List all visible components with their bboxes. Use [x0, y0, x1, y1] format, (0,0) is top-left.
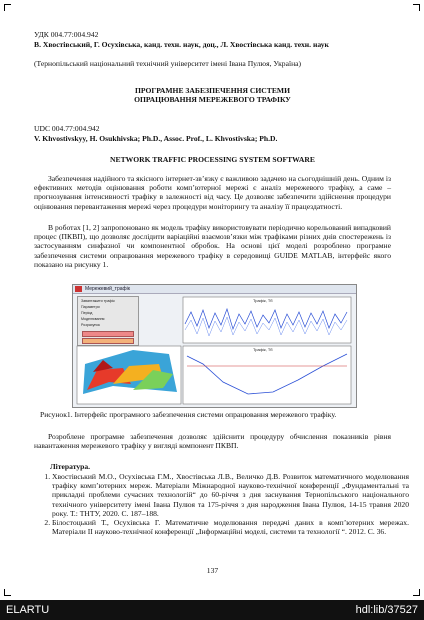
authors-ua: В. Хвостівський, Г. Осухівська, канд. техн. наук, доц., Л. Хвостівська канд. техн. наук [34, 40, 329, 49]
figure-caption: Рисунок1. Інтерфейс програмного забезпечення системи опрацювання мережевого трафіку. [40, 410, 337, 419]
paragraph-3: Розроблене програмне забезпечення дозволяє здійснити процедуру обчислення показників рівня навантаження мережевого трафіку у вигляді компонент ПКВП. [34, 432, 391, 451]
repository-footer [0, 600, 424, 620]
figure-screenshot [72, 284, 357, 408]
matlab-app-icon [75, 286, 82, 292]
panel-row: Параметри [81, 305, 100, 309]
authors-en: V. Khvostivskyy, H. Osukhivska; Ph.D., Assoc. Prof., L. Khvostivska; Ph.D. [34, 134, 278, 143]
reference-item: 2. Білостоцький Т., Осухівська Г. Математичне моделювання передачі даних в комп’ютерних мережах. Матеріали II науково-технічної конференції „Інформаційні моделі, системи та технології “. 2012. С. 36. [52, 518, 409, 536]
panel-row: Моделювання [81, 317, 105, 321]
panel-row: Завантажити трафік [81, 299, 115, 303]
panel-row: Період [81, 311, 93, 315]
crop-mark [4, 4, 11, 11]
crop-mark [413, 589, 420, 596]
crop-mark [413, 4, 420, 11]
repository-name: ELARTU [6, 604, 50, 616]
page-number: 137 [206, 566, 219, 575]
handle-id: hdl:lib/37527 [355, 604, 418, 616]
references-heading: Література. [50, 462, 91, 471]
title-ua: ПРОГРАМНЕ ЗАБЕЗПЕЧЕННЯ СИСТЕМИ ОПРАЦЮВАННЯ МЕРЕЖЕВОГО ТРАФІКУ [134, 86, 291, 105]
paragraph-2: В роботах [1, 2] запропоновано як модель трафіку використовувати періодично корельований випадковий процес (ПКВП), що дозволяє дослідити варіаційні взаємозв’язки між трафіками різних днів спостережень із застосуванням синфазної чи компонентної обробок. На основі цієї моделі розроблено програмне забезпечення системи опрацювання мережевого трафіку в середовищі GUIDE MATLAB, інтерфейс якого показано на рисунку 1. [34, 223, 391, 269]
window-title: Мережевий_трафік [73, 285, 356, 294]
panel-row: Розрахунок [81, 323, 100, 327]
affiliation-ua: (Тернопільський національний технічний університет імені Івана Пулюя, Україна) [34, 59, 302, 68]
plot1-title: Трафік, Тб [253, 298, 273, 303]
plot2-title: Трафік, Тб [253, 347, 273, 352]
figure-plots [73, 294, 356, 406]
udc-en: UDC 004.77:004.942 [34, 124, 100, 133]
title-en: NETWORK TRAFFIC PROCESSING SYSTEM SOFTWARE [110, 155, 315, 164]
paragraph-1: Забезпечення надійного та якісного інтернет-зв’язку є важливою задачею на сьогоднішній день. Одним із ефективних методів оцінювання роботи комп’ютерної мережі є аналіз мережевого трафіку, а саме – прогнозування інтенсивності трафіку в залежності від часу. Це дозволяє забезпечити здійснення процедури оцінювання перевантаження мережі через процедури моніторингу та аналізу її працездатності. [34, 174, 391, 211]
crop-mark [4, 589, 11, 596]
udc-ua: УДК 004.77:004.942 [34, 30, 99, 39]
reference-item: 1. Хвостівський М.О., Осухівська Г.М., Хвостівська Л.В., Величко Д.В. Розвиток математичного моделювання трафіку комп’ютерних мереж. Матеріали Міжнародної науково-технічної конференції „Фундаментальні та прикладні проблеми сучасних технологій“ до 60-річчя з дня заснування Тернопільського національного технічного університету імені Івана Пулюя та 175-річчя з дня народження Івана Пулюя, 14-15 травня 2020 року. Т.: ТНТУ, 2020. С. 187–188. [52, 472, 409, 518]
references-list [34, 472, 409, 536]
